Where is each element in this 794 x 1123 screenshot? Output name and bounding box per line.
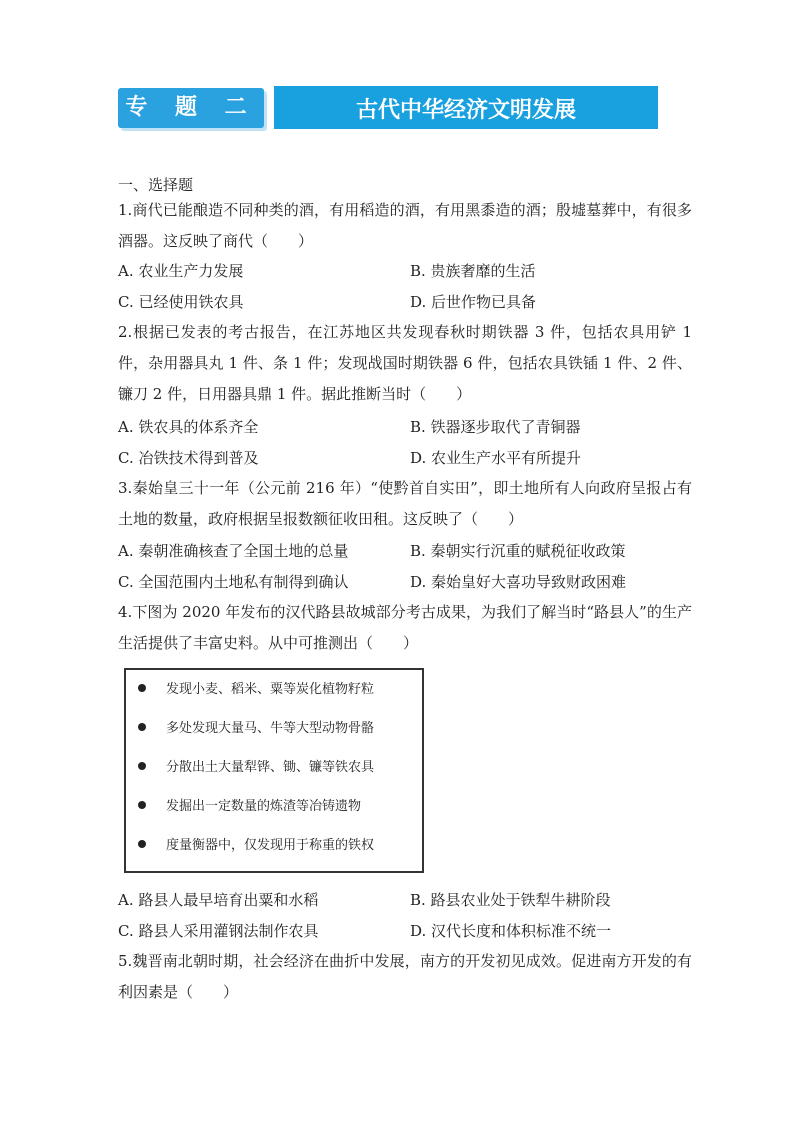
option[interactable]: B. 贵族奢靡的生活 [410, 262, 536, 280]
option[interactable]: C. 路县人采用灌钢法制作农具 [118, 922, 319, 940]
option[interactable]: B. 秦朝实行沉重的赋税征收政策 [410, 542, 626, 560]
option[interactable]: D. 秦始皇好大喜功导致财政困难 [410, 573, 627, 591]
finding-item: 发掘出一定数量的炼渣等冶铸遗物 [138, 797, 361, 817]
option[interactable]: B. 铁器逐步取代了青铜器 [410, 418, 581, 436]
option[interactable]: A. 农业生产力发展 [118, 262, 244, 280]
question-stem: 5.魏晋南北朝时期，社会经济在曲折中发展，南方的开发初见成效。促进南方开发的有利因素是（ ） [118, 952, 692, 1001]
topic-badge: 专 题 二 [118, 88, 264, 128]
finding-item: 分散出土大量犁铧、锄、镰等铁农具 [138, 758, 374, 778]
option-row [118, 889, 688, 911]
bullet-icon [138, 762, 146, 770]
option-row [118, 447, 688, 469]
option[interactable]: C. 已经使用铁农具 [118, 293, 244, 311]
option-row [118, 920, 688, 942]
findings-box [124, 668, 424, 873]
bullet-icon [138, 723, 146, 731]
option-row [118, 260, 688, 282]
page-title: 古代中华经济文明发展 [274, 86, 658, 129]
option[interactable]: D. 农业生产水平有所提升 [410, 449, 582, 467]
option[interactable]: C. 冶铁技术得到普及 [118, 449, 259, 467]
option-row [118, 416, 688, 438]
option[interactable]: A. 秦朝准确核查了全国土地的总量 [118, 542, 349, 560]
option-row [118, 291, 688, 313]
finding-item: 度量衡器中，仅发现用于称重的铁权 [138, 836, 374, 856]
section-title: 一、选择题 [118, 176, 194, 194]
bullet-icon [138, 684, 146, 692]
option[interactable]: A. 铁农具的体系齐全 [118, 418, 259, 436]
option[interactable]: D. 后世作物已具备 [410, 293, 537, 311]
question-stem: 2.根据已发表的考古报告，在江苏地区共发现春秋时期铁器 3 件，包括农具用铲 1 件，杂用器具丸 1 件、条 1 件；发现战国时期铁器 6 件，包括农具铁锸 1 件、2 件、镰刀 2 件，日用器具鼎 1 件。据此推断当时（ ） [118, 323, 692, 403]
option-row [118, 540, 688, 562]
finding-item: 多处发现大量马、牛等大型动物骨骼 [138, 719, 374, 739]
option[interactable]: B. 路县农业处于铁犁牛耕阶段 [410, 891, 611, 909]
option-row [118, 571, 688, 593]
option[interactable]: C. 全国范围内土地私有制得到确认 [118, 573, 349, 591]
bullet-icon [138, 840, 146, 848]
option[interactable]: A. 路县人最早培育出粟和水稻 [118, 891, 319, 909]
finding-item: 发现小麦、稻米、粟等炭化植物籽粒 [138, 680, 374, 700]
question-stem: 3.秦始皇三十一年（公元前 216 年）“使黔首自实田”，即土地所有人向政府呈报占有土地的数量，政府根据呈报数额征收田租。这反映了（ ） [118, 479, 692, 528]
question-stem: 1.商代已能酿造不同种类的酒，有用稻造的酒，有用黑黍造的酒；殷墟墓葬中，有很多酒器。这反映了商代（ ） [118, 201, 692, 250]
bullet-icon [138, 801, 146, 809]
option[interactable]: D. 汉代长度和体积标准不统一 [410, 922, 612, 940]
question-stem: 4.下图为 2020 年发布的汉代路县故城部分考古成果，为我们了解当时“路县人”的生产生活提供了丰富史料。从中可推测出（ ） [118, 603, 692, 652]
